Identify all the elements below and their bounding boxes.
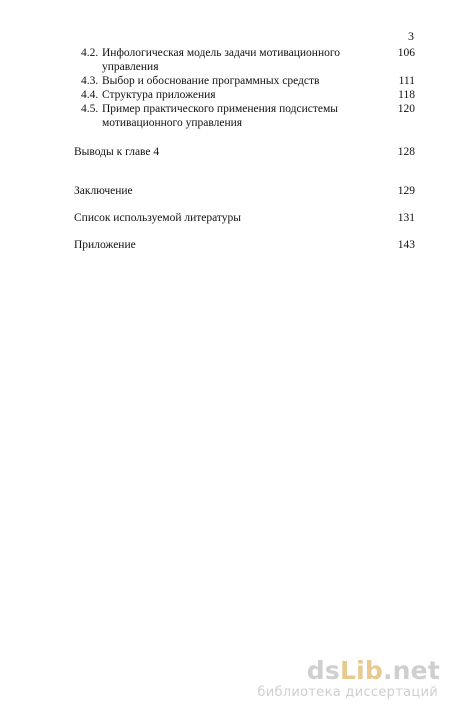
toc-entry-title: Выбор и обоснование программных средств: [102, 75, 320, 87]
toc-page-4-5: 120: [397, 103, 415, 115]
toc-page-4-4: 118: [398, 89, 415, 101]
toc-page-references: 131: [397, 212, 415, 224]
toc-entry-title: Инфологическая модель задачи мотивационного: [102, 47, 341, 59]
toc-entry-appendix: Приложение: [74, 239, 136, 251]
dslib-logo-prefix: ds: [306, 656, 340, 685]
toc-entry-conclusion: Заключение: [74, 185, 133, 197]
toc-page-conclusions-chapter-4: 128: [397, 146, 415, 158]
toc-entry-title: Пример практического применения подсистемы: [102, 103, 339, 115]
toc-entry-number: 4.5.: [81, 103, 99, 115]
dslib-tagline: библиотека диссертаций: [257, 685, 438, 700]
toc-page-appendix: 143: [397, 239, 415, 251]
toc-page-4-2: 106: [397, 47, 415, 59]
dslib-logo-accent: Lib: [339, 656, 383, 685]
toc-entry-conclusions-chapter-4: Выводы к главе 4: [74, 146, 160, 158]
toc-entry-title: Структура приложения: [102, 89, 216, 101]
toc-entry-number: 4.4.: [81, 89, 99, 101]
dslib-logo: [307, 657, 440, 685]
toc-entry-references: Список используемой литературы: [74, 212, 242, 224]
toc-entry-number: 4.3.: [81, 75, 99, 87]
toc-entry-number: 4.2.: [81, 47, 99, 59]
toc-page-conclusion: 129: [397, 185, 415, 197]
page-number: 3: [408, 29, 414, 43]
dslib-watermark: [257, 656, 440, 705]
toc-entry-title-continued: управления: [102, 61, 159, 73]
toc-page-4-3: 111: [398, 75, 415, 87]
dslib-logo-suffix: .net: [382, 656, 440, 685]
toc-entry-title-continued: мотивационного управления: [102, 117, 243, 129]
